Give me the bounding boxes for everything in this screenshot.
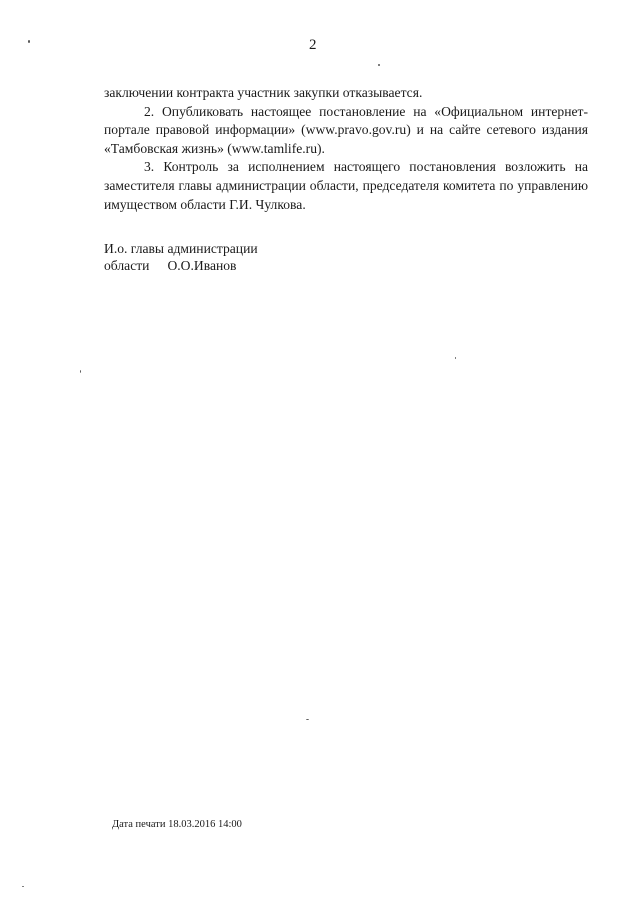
scan-speck xyxy=(28,40,30,43)
scan-speck xyxy=(378,64,380,66)
signature-title-line1: И.о. главы администрации xyxy=(104,241,258,256)
paragraph-control: 3. Контроль за исполнением настоящего постановления возложить на заместителя главы администрации области, председателя комитета по управлению имуществом области Г.И. Чулкова. xyxy=(104,159,588,212)
paragraph-continuation: заключении контракта участник закупки отказывается. xyxy=(104,85,423,100)
signature-title-region: области xyxy=(104,258,150,273)
document-body xyxy=(104,84,588,214)
print-date: Дата печати 18.03.2016 14:00 xyxy=(112,819,242,830)
signature-name: О.О.Иванов xyxy=(167,258,237,273)
page-number: 2 xyxy=(309,37,317,53)
scan-speck xyxy=(80,370,81,373)
signature-title-line2 xyxy=(104,257,258,274)
scan-speck xyxy=(455,357,456,359)
signature-block xyxy=(104,240,258,274)
paragraph-publish: 2. Опубликовать настоящее постановление на «Официальном интернет-портале правовой информации» (www.pravo.gov.ru) и на сайте сетевого издания «Тамбовская жизнь» (www.tamlife.ru). xyxy=(104,103,588,156)
scan-speck xyxy=(22,886,24,887)
scan-speck xyxy=(306,719,309,720)
